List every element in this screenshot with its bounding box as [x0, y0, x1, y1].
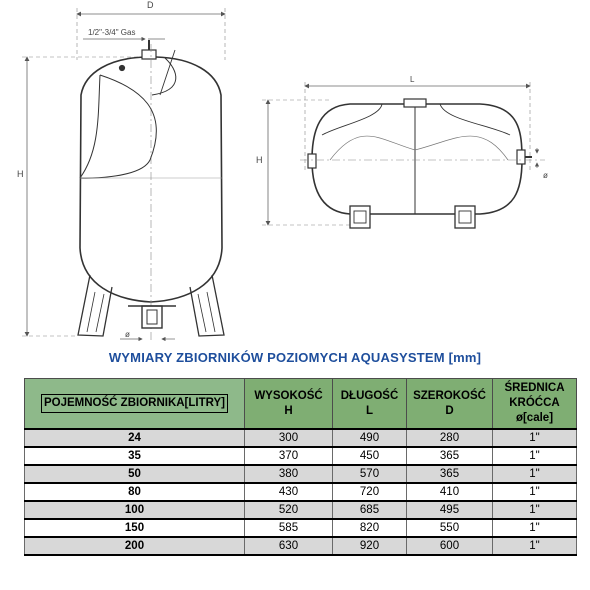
header-height-line1: WYSOKOŚĆ	[254, 389, 323, 402]
cell-length: 490	[333, 429, 407, 447]
cell-capacity: 150	[25, 519, 245, 537]
cell-diameter: 1"	[493, 447, 577, 465]
cell-capacity: 24	[25, 429, 245, 447]
header-diameter-line3: ø[cale]	[515, 412, 554, 424]
table-row	[25, 501, 577, 519]
cell-diameter: 1"	[493, 429, 577, 447]
dimensions-table	[24, 378, 577, 556]
cell-diameter: 1"	[493, 519, 577, 537]
cell-diameter: 1"	[493, 537, 577, 555]
header-diameter	[493, 379, 577, 430]
cell-capacity: 80	[25, 483, 245, 501]
header-diameter-line1: ŚREDNICA	[504, 382, 565, 394]
header-capacity-label: POJEMNOŚĆ ZBIORNIKA[LITRY]	[41, 394, 228, 413]
header-width-line1: SZEROKOŚĆ	[413, 389, 486, 402]
cell-height: 585	[245, 519, 333, 537]
cell-height: 520	[245, 501, 333, 519]
cell-diameter: 1"	[493, 483, 577, 501]
header-length-line2: L	[365, 404, 374, 417]
table-row	[25, 483, 577, 501]
cell-height: 370	[245, 447, 333, 465]
cell-capacity: 100	[25, 501, 245, 519]
header-height-line2: H	[284, 404, 293, 417]
header-length	[333, 379, 407, 430]
cell-width: 365	[407, 447, 493, 465]
table-row	[25, 447, 577, 465]
header-height	[245, 379, 333, 430]
table-title: WYMIARY ZBIORNIKÓW POZIOMYCH AQUASYSTEM [mm]	[108, 350, 482, 365]
cell-diameter: 1"	[493, 501, 577, 519]
horizontal-tank-drawing	[262, 82, 545, 228]
header-diameter-line2: KRÓĆCA	[509, 397, 560, 409]
cell-diameter: 1"	[493, 465, 577, 483]
dim-label-phi-horizontal: ø	[543, 171, 548, 180]
dim-label-connector: 1/2"-3/4" Gas	[88, 28, 136, 37]
cell-length: 570	[333, 465, 407, 483]
cell-length: 450	[333, 447, 407, 465]
cell-height: 630	[245, 537, 333, 555]
cell-width: 365	[407, 465, 493, 483]
cell-capacity: 200	[25, 537, 245, 555]
table-row	[25, 465, 577, 483]
cell-length: 920	[333, 537, 407, 555]
cell-height: 380	[245, 465, 333, 483]
cell-width: 280	[407, 429, 493, 447]
header-width-line2: D	[445, 404, 454, 417]
dim-label-phi-vertical: ø	[125, 330, 130, 339]
cell-capacity: 50	[25, 465, 245, 483]
table-row	[25, 519, 577, 537]
dim-label-h-vertical: H	[17, 169, 24, 179]
table-header-row	[25, 379, 577, 430]
cell-width: 550	[407, 519, 493, 537]
cell-width: 600	[407, 537, 493, 555]
cell-length: 685	[333, 501, 407, 519]
vertical-tank-drawing	[22, 8, 225, 340]
dim-label-l: L	[410, 75, 415, 84]
cell-width: 495	[407, 501, 493, 519]
cell-length: 720	[333, 483, 407, 501]
header-capacity	[25, 379, 245, 430]
dim-label-d: D	[147, 0, 154, 10]
dim-label-h-horizontal: H	[256, 155, 263, 165]
cell-height: 300	[245, 429, 333, 447]
table-row	[25, 429, 577, 447]
table-row	[25, 537, 577, 555]
header-length-line1: DŁUGOŚĆ	[340, 389, 399, 402]
cell-height: 430	[245, 483, 333, 501]
cell-width: 410	[407, 483, 493, 501]
cell-capacity: 35	[25, 447, 245, 465]
header-width	[407, 379, 493, 430]
cell-length: 820	[333, 519, 407, 537]
